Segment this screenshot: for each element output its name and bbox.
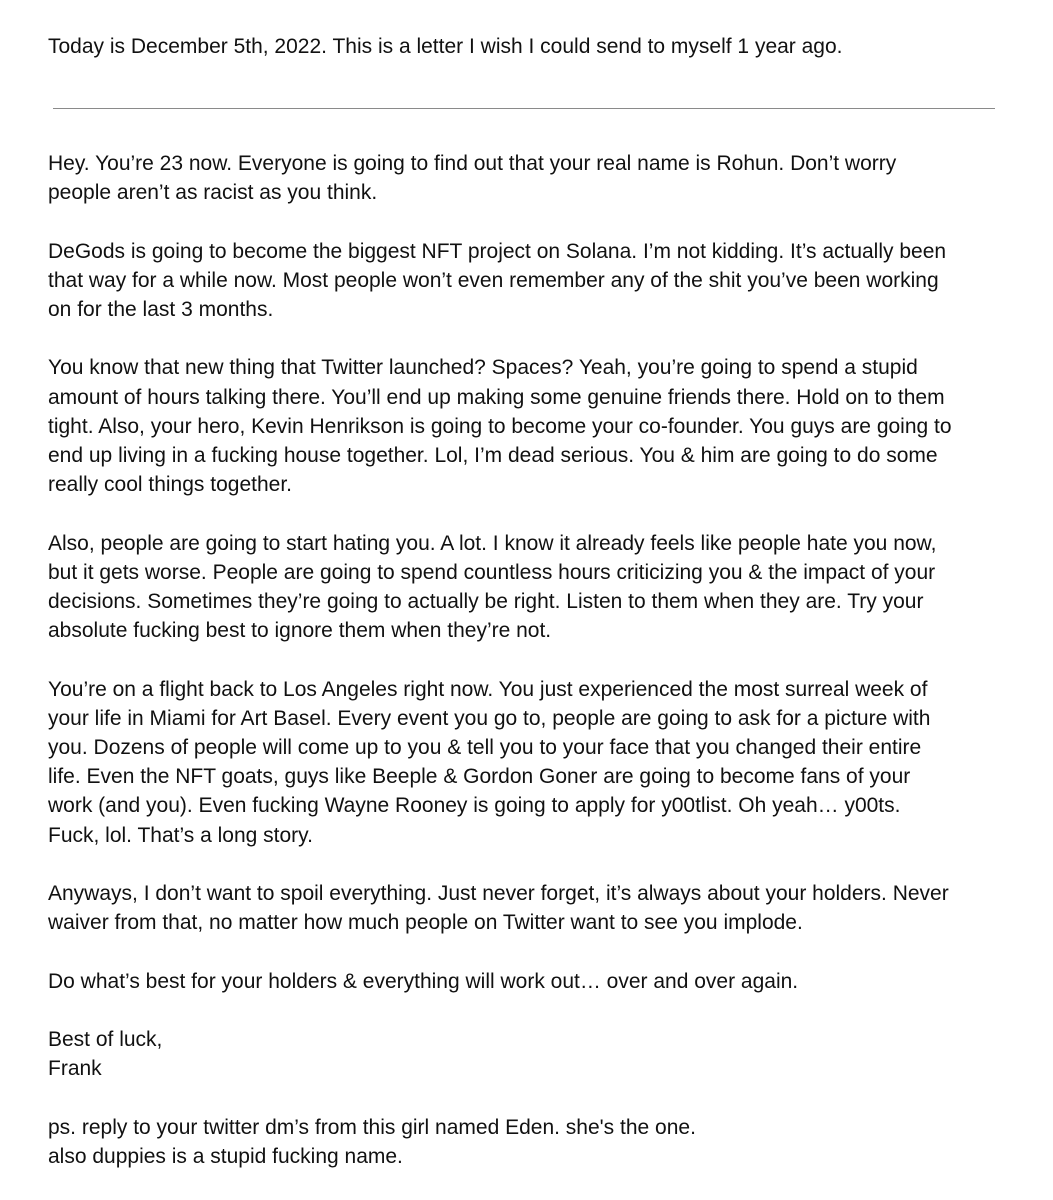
letter-line: Hey. You’re 23 now. Everyone is going to find out that your real name is Rohun. Don’t worry xyxy=(48,152,897,175)
letter-line: work (and you). Even fucking Wayne Rooney is going to apply for y00tlist. Oh yeah… y00ts. xyxy=(48,794,901,818)
postscript xyxy=(48,1113,1010,1171)
intro-line: Today is December 5th, 2022. This is a letter I wish I could send to myself 1 year ago. xyxy=(48,35,843,58)
letter-line: You’re on a flight back to Los Angeles right now. You just experienced the most surreal week of xyxy=(48,677,928,701)
postscript-line-2: also duppies is a stupid fucking name. xyxy=(48,1144,403,1168)
letter-line: absolute fucking best to ignore them when they’re not. xyxy=(48,619,552,643)
letter-line: that way for a while now. Most people won’t even remember any of the shit you’ve been working xyxy=(48,268,939,292)
letter-line: people aren’t as racist as you think. xyxy=(48,181,378,205)
paragraph-degods xyxy=(48,237,1010,325)
divider-line xyxy=(53,108,995,109)
paragraph-spaces xyxy=(48,353,1010,499)
paragraph-holders xyxy=(48,879,1010,937)
letter-line: your life in Miami for Art Basel. Every event you go to, people are going to ask for a picture with xyxy=(48,706,931,730)
paragraph-flight xyxy=(48,675,1010,850)
letter-line: Anyways, I don’t want to spoil everything. Just never forget, it’s always about your holders. Never xyxy=(48,882,949,905)
letter-line: amount of hours talking there. You’ll end up making some genuine friends there. Hold on to them xyxy=(48,385,945,409)
letter-line: on for the last 3 months. xyxy=(48,298,274,321)
letter-line: decisions. Sometimes they’re going to actually be right. Listen to them when they are. Try your xyxy=(48,590,924,613)
paragraph-hating xyxy=(48,529,1010,646)
letter-line: life. Even the NFT goats, guys like Beeple & Gordon Goner are going to become fans of your xyxy=(48,765,911,789)
letter-line: Also, people are going to start hating you. A lot. I know it already feels like people hate you now, xyxy=(48,531,937,555)
letter-line: Fuck, lol. That’s a long story. xyxy=(48,823,313,847)
paragraph-best xyxy=(48,967,1010,996)
signoff-name: Frank xyxy=(48,1057,102,1081)
letter-line: end up living in a fucking house together. Lol, I’m dead serious. You & him are going to do some xyxy=(48,444,938,467)
letter-line: you. Dozens of people will come up to you & tell you to your face that you changed their entire xyxy=(48,736,922,759)
letter-line: waiver from that, no matter how much people on Twitter want to see you implode. xyxy=(48,911,803,935)
letter-line: really cool things together. xyxy=(48,473,292,497)
paragraph-hey xyxy=(48,149,1010,207)
letter-line: tight. Also, your hero, Kevin Henrikson is going to become your co-founder. You guys are going to xyxy=(48,414,952,438)
letter-line: DeGods is going to become the biggest NFT project on Solana. I’m not kidding. It’s actually been xyxy=(48,239,947,263)
letter-line: You know that new thing that Twitter launched? Spaces? Yeah, you’re going to spend a stupid xyxy=(48,356,918,380)
postscript-line-1: ps. reply to your twitter dm’s from this girl named Eden. she's the one. xyxy=(48,1115,696,1139)
letter-line: Do what’s best for your holders & everything will work out… over and over again. xyxy=(48,969,799,993)
signoff-closing: Best of luck, xyxy=(48,1027,163,1051)
signoff xyxy=(48,1025,1010,1083)
letter-line: but it gets worse. People are going to spend countless hours criticizing you & the impact of your xyxy=(48,560,936,584)
letter-body xyxy=(48,149,1010,1171)
